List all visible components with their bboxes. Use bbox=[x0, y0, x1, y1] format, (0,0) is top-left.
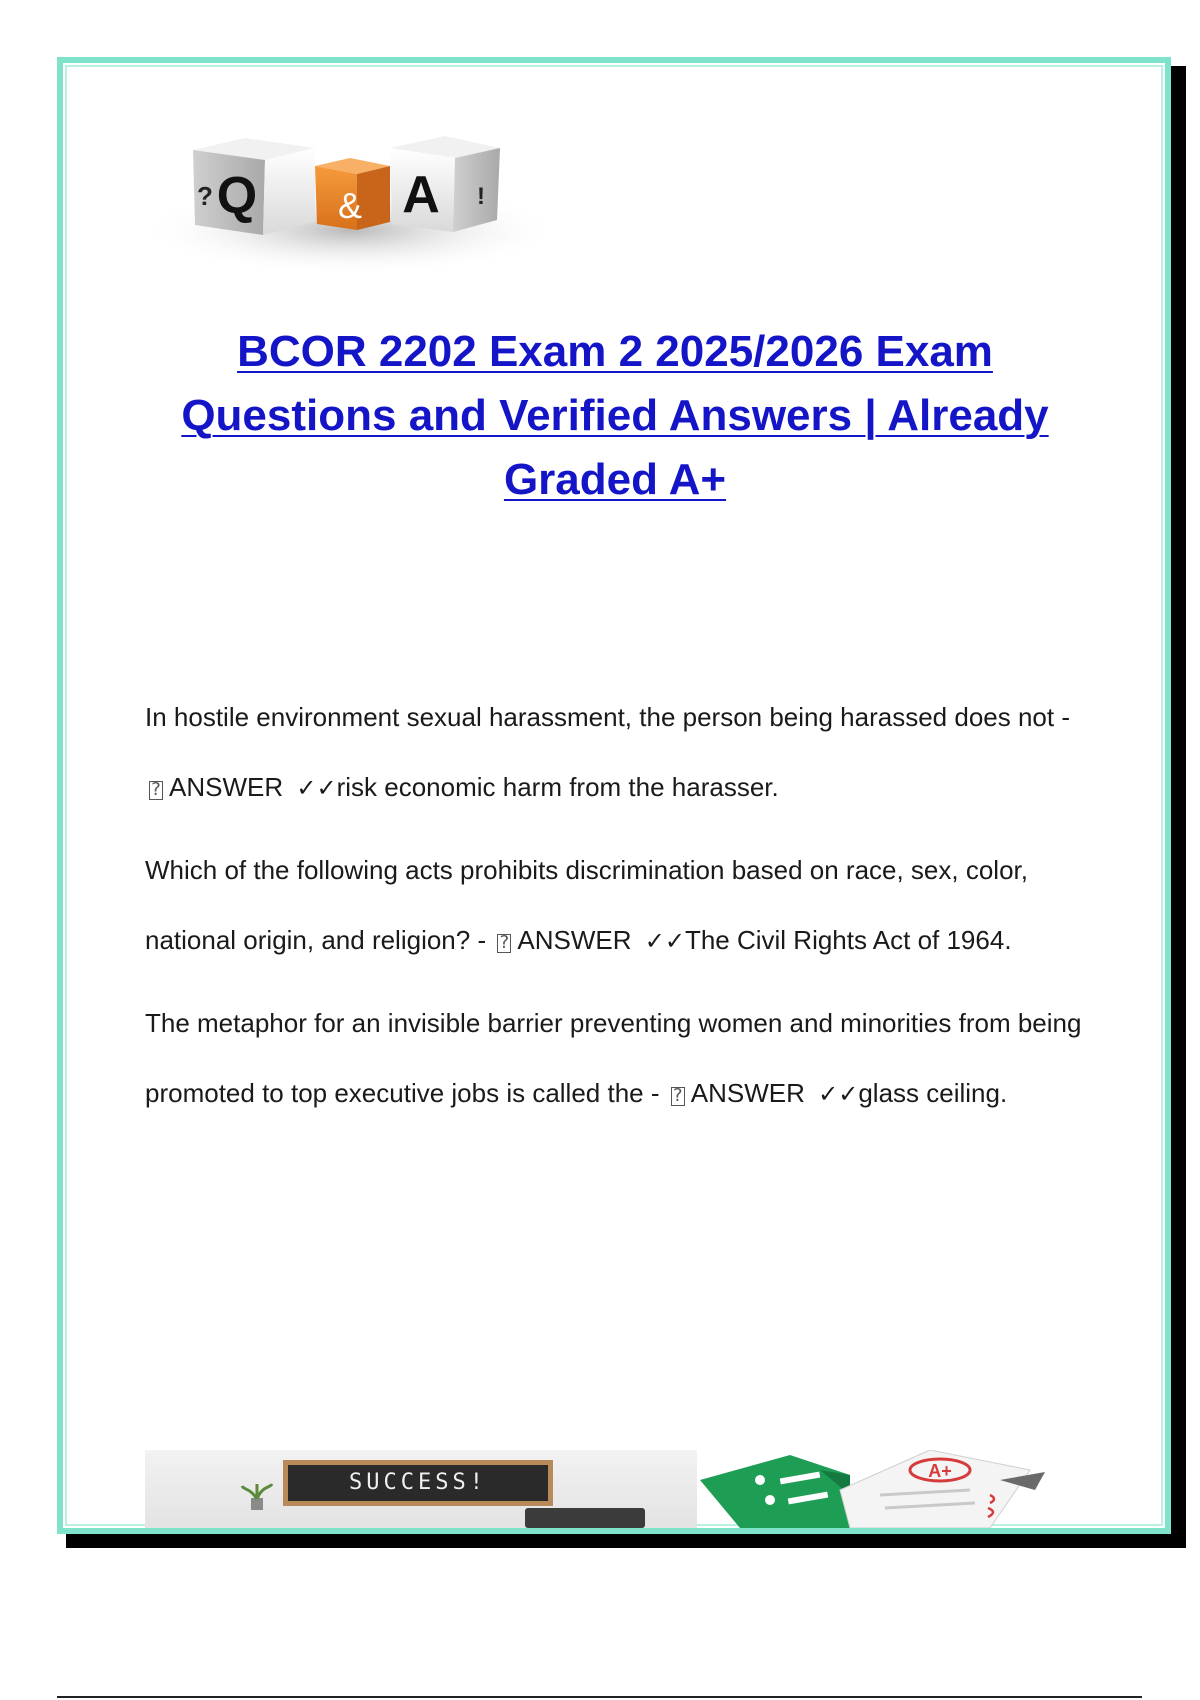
double-check-icon: ✓✓ bbox=[818, 1080, 859, 1108]
svg-text:A: A bbox=[402, 166, 440, 224]
qa-item bbox=[145, 835, 1095, 976]
qa-item bbox=[145, 988, 1095, 1129]
page-bottom-rule bbox=[57, 1696, 1142, 1698]
question-text: The metaphor for an invisible barrier preventing women and minorities from being promoted to top executive jobs is called the - bbox=[145, 1008, 1082, 1108]
answer-label: ANSWER bbox=[690, 1078, 805, 1108]
graded-paper-image bbox=[700, 1450, 1085, 1528]
answer-text: The Civil Rights Act of 1964. bbox=[684, 925, 1012, 955]
placeholder-glyph-icon: ? bbox=[149, 781, 163, 800]
double-check-icon: ✓✓ bbox=[644, 927, 685, 955]
placeholder-glyph-icon: ? bbox=[497, 934, 511, 953]
svg-text:!: ! bbox=[477, 183, 485, 210]
svg-text:Q: Q bbox=[216, 167, 258, 225]
laptop-icon bbox=[525, 1508, 645, 1528]
grade-text: A+ bbox=[928, 1461, 952, 1481]
qa-list bbox=[145, 682, 1095, 1141]
qa-logo-image bbox=[145, 100, 557, 290]
success-banner-image bbox=[145, 1450, 697, 1528]
qa-item bbox=[145, 682, 1095, 823]
question-text: Which of the following acts prohibits discrimination based on race, sex, color, national origin, and religion? - bbox=[145, 855, 1028, 955]
plant-icon bbox=[240, 1480, 274, 1510]
double-check-icon: ✓✓ bbox=[296, 774, 337, 802]
answer-label: ANSWER bbox=[517, 925, 632, 955]
placeholder-glyph-icon: ? bbox=[671, 1087, 685, 1106]
success-sign: SUCCESS! bbox=[283, 1460, 553, 1506]
svg-text:?: ? bbox=[197, 181, 213, 211]
answer-text: glass ceiling. bbox=[858, 1078, 1008, 1108]
question-text: In hostile environment sexual harassment, the person being harassed does not - bbox=[145, 702, 1070, 732]
document-title[interactable]: BCOR 2202 Exam 2 2025/2026 Exam Questions and Verified Answers | Already Graded A+ bbox=[181, 327, 1049, 504]
answer-text: risk economic harm from the harasser. bbox=[336, 772, 779, 802]
graded-sheet-icon bbox=[700, 1450, 1085, 1528]
svg-text:&: & bbox=[337, 185, 363, 226]
q-and-a-dice-icon bbox=[145, 100, 557, 290]
answer-label: ANSWER bbox=[169, 772, 284, 802]
